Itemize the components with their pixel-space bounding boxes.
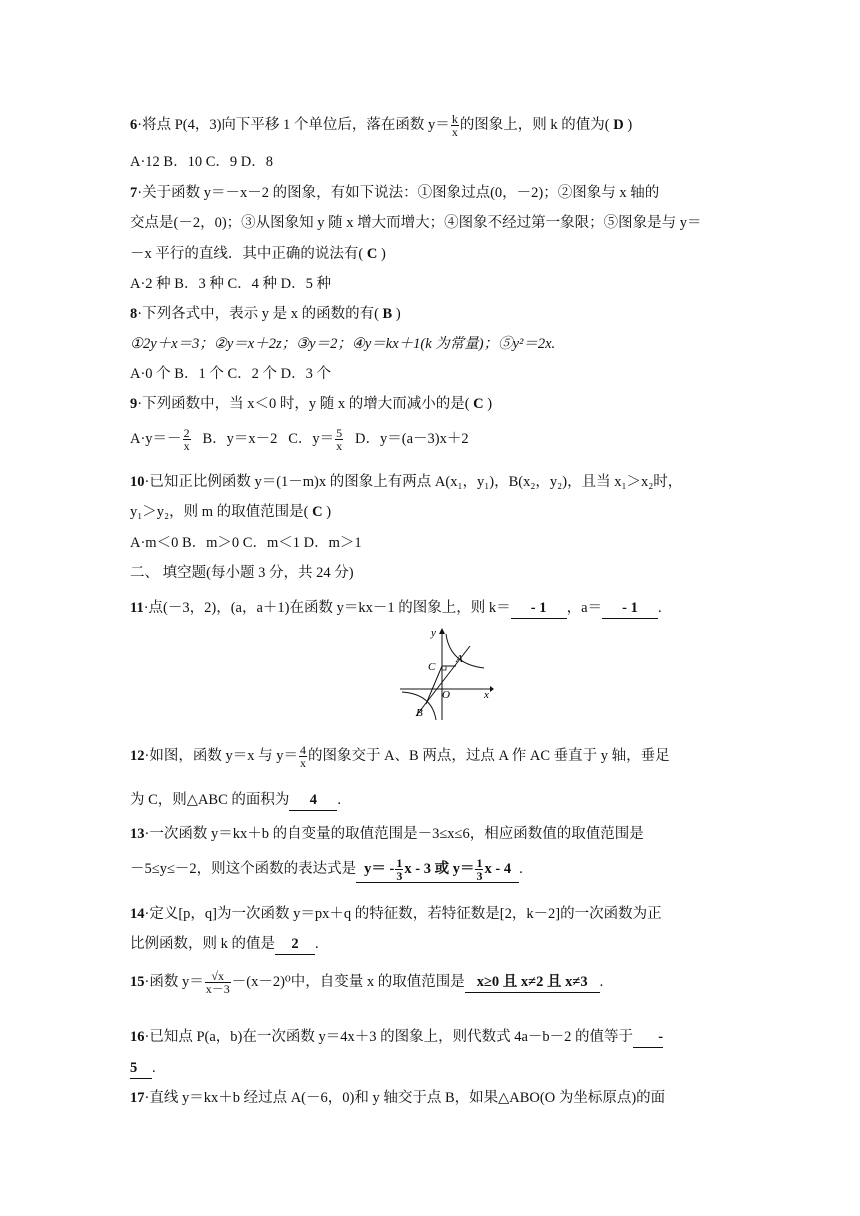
options-9: A·y＝－ $\frac{2}{x}$ B．y＝x－2 C．y＝ $\frac{5}{x}$ D．y＝(a－3)x＋2: [130, 426, 469, 453]
question-15: 15·函数 y＝ $\frac{√x}{x-3}$ －(x－2)⁰中，自变量 x 的取值范围是 x≥0 且 x≠2 且 x≠3 .: [130, 969, 604, 996]
answer-9: C: [473, 396, 484, 412]
figure-x-label: x: [484, 689, 489, 701]
fraction-4-over-x: $\frac{4}{x}$: [299, 743, 306, 770]
function-graph-figure: [398, 626, 494, 722]
question-10-line-2: y₁＞y₂，则 m 的取值范围是( C ): [130, 504, 332, 520]
answer-8: B: [382, 306, 393, 322]
question-17-line-1: 17·直线 y＝kx＋b 经过点 A(－6，0)和 y 轴交于点 B，如果△ABO(O 为坐标原点)的面: [130, 1090, 666, 1106]
blank-16-part-1: -: [633, 1027, 663, 1048]
question-16-line-2: 5 .: [130, 1058, 156, 1079]
blank-13: y＝ - $\frac{1}{3}$ x - 3 或 y＝ $\frac{1}{3}$ x - 4: [356, 857, 519, 883]
question-12-line-2: 为 C，则△ABC 的面积为 4 .: [130, 790, 341, 811]
fraction-k-over-x: $\frac{k}{x}$: [451, 112, 458, 139]
question-10-line-1: 10·已知正比例函数 y＝(1－m)x 的图象上有两点 A(x₁，y₁)，B(x₂，y₂)，且当 x₁＞x₂时，: [130, 474, 683, 490]
items-8: ①2y＋x＝3；②y＝x＋2z；③y＝2；④y＝kx＋1(k 为常量)；⑤y²＝2x.: [130, 336, 556, 352]
fraction-5-over-x: $\frac{5}{x}$: [336, 426, 343, 453]
blank-14: 2: [275, 934, 315, 955]
answer-7: C: [366, 246, 378, 262]
options-8: A·0 个 B．1 个 C．2 个 D．3 个: [130, 366, 331, 382]
question-9: 9·下列函数中，当 x＜0 时，y 随 x 的增大而减小的是( C ): [130, 396, 493, 412]
figure-a-label: A: [456, 653, 463, 665]
options-10: A·m＜0 B．m＞0 C．m＜1 D．m＞1: [130, 535, 362, 551]
question-7-line-2: 交点是(－2，0)；③从图象知 y 随 x 增大而增大；④图象不经过第一象限；⑤图象是与 y＝: [130, 215, 702, 231]
figure-o-label: O: [442, 689, 450, 701]
figure-b-label: B: [416, 707, 423, 719]
blank-11-a: - 1: [602, 598, 658, 619]
options-6: A·12 B．10 C．9 D．8: [130, 154, 273, 170]
question-14-line-2: 比例函数，则 k 的值是 2 .: [130, 934, 319, 955]
blank-15: x≥0 且 x≠2 且 x≠3: [465, 972, 600, 993]
blank-12: 4: [289, 790, 337, 811]
section-2-heading: 二、 填空题(每小题 3 分，共 24 分): [130, 565, 354, 581]
answer-6: D: [613, 116, 624, 133]
fraction-2-over-x: $\frac{2}{x}$: [183, 426, 190, 453]
options-7: A·2 种 B．3 种 C．4 种 D．5 种: [130, 276, 331, 292]
figure-c-label: C: [428, 661, 436, 673]
fraction-sqrt-x-over-x-minus-3: $\frac{√x}{x-3}$: [205, 969, 230, 996]
blank-11-k: - 1: [511, 598, 567, 619]
figure-y-label: y: [431, 627, 436, 639]
question-6: 6·将点 P(4，3)向下平移 1 个单位后，落在函数 y＝ $\frac{k}{x}$ 的图象上，则 k 的值为( D ): [130, 112, 633, 139]
question-12-line-1: 12·如图，函数 y＝x 与 y＝ $\frac{4}{x}$ 的图象交于 A、B 两点，过点 A 作 AC 垂直于 y 轴，垂足: [130, 743, 670, 770]
question-11: 11·点(－3，2)，(a，a＋1)在函数 y＝kx－1 的图象上，则 k＝ - 1 ，a＝ - 1 .: [130, 598, 662, 619]
question-13-line-2: －5≤y≤－2，则这个函数的表达式是 y＝ - $\frac{1}{3}$ x - 3 或 y＝ $\frac{1}{3}$ x - 4 .: [130, 856, 523, 883]
question-16-line-1: 16·已知点 P(a，b)在一次函数 y＝4x＋3 的图象上，则代数式 4a－b－2 的值等于 -: [130, 1027, 663, 1048]
answer-10: C: [312, 504, 323, 520]
question-7-line-3: －x 平行的直线．其中正确的说法有( C ): [130, 246, 386, 262]
blank-16-part-2: 5: [130, 1058, 152, 1079]
question-7-line-1: 7·关于函数 y＝－x－2 的图象，有如下说法：①图象过点(0，－2)；②图象与 x 轴的: [130, 185, 660, 201]
question-8: 8·下列各式中，表示 y 是 x 的函数的有( B ): [130, 306, 401, 322]
question-13-line-1: 13·一次函数 y＝kx＋b 的自变量的取值范围是－3≤x≤6，相应函数值的取值范围是: [130, 826, 644, 842]
question-14-line-1: 14·定义[p，q]为一次函数 y＝px＋q 的特征数，若特征数是[2，k－2]的一次函数为正: [130, 906, 662, 922]
